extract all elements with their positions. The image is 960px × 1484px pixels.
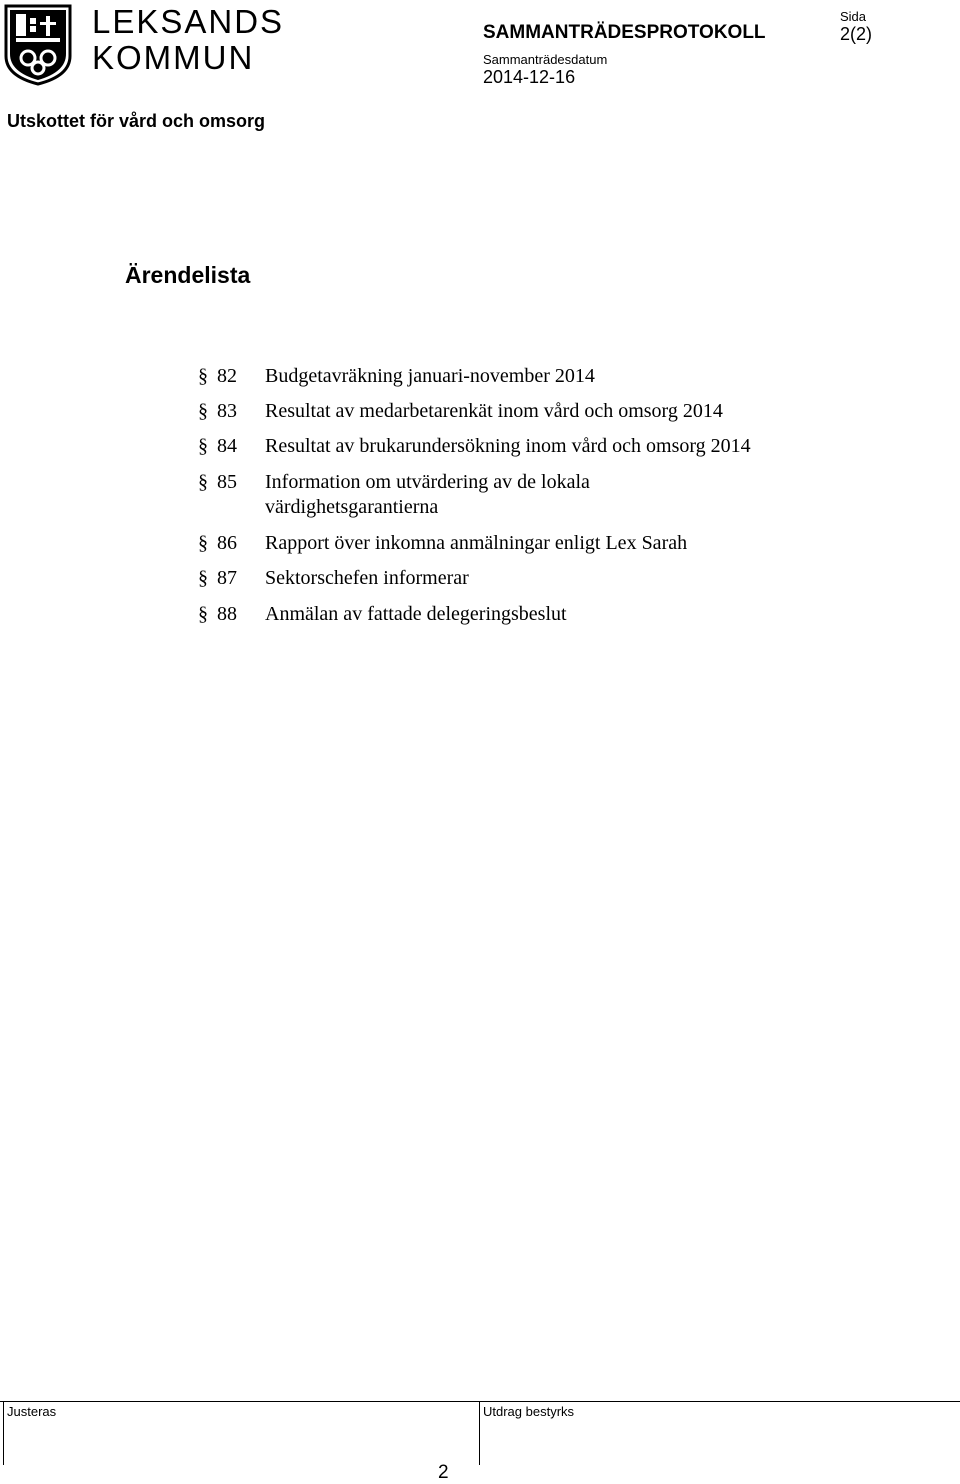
agenda-item-number: 82 bbox=[217, 365, 237, 387]
section-sign: § bbox=[198, 400, 208, 422]
agenda-item-text: Resultat av medarbetarenkät inom vård och omsorg 2014 bbox=[265, 400, 723, 422]
agenda-item-number: 86 bbox=[217, 532, 237, 554]
agenda-item-text: Anmälan av fattade delegeringsbeslut bbox=[265, 603, 567, 625]
page-label: Sida bbox=[840, 9, 867, 24]
municipality-name-logo bbox=[92, 4, 284, 76]
meeting-date-label: Sammanträdesdatum bbox=[483, 52, 608, 67]
footer-left-border bbox=[3, 1401, 4, 1465]
agenda-item-number: 87 bbox=[217, 567, 237, 589]
utdrag-bestyrks-label: Utdrag bestyrks bbox=[483, 1404, 575, 1419]
document-type: SAMMANTRÄDESPROTOKOLL bbox=[483, 22, 766, 43]
agenda-title: Ärendelista bbox=[125, 262, 251, 288]
meeting-date-value: 2014-12-16 bbox=[483, 67, 576, 87]
section-sign: § bbox=[198, 603, 208, 625]
page-number: 2 bbox=[438, 1462, 449, 1483]
section-sign: § bbox=[198, 532, 208, 554]
agenda-item-text: Budgetavräkning januari-november 2014 bbox=[265, 365, 595, 387]
footer-divider bbox=[0, 1401, 960, 1402]
agenda-item-text: Sektorschefen informerar bbox=[265, 567, 469, 589]
agenda-item-text: Rapport över inkomna anmälningar enligt Lex Sarah bbox=[265, 532, 688, 554]
agenda-item-text: Resultat av brukarundersökning inom vård och omsorg 2014 bbox=[265, 435, 751, 457]
justeras-label: Justeras bbox=[7, 1404, 57, 1419]
section-sign: § bbox=[198, 365, 208, 387]
footer-middle-border bbox=[479, 1401, 480, 1465]
municipality-crest-logo bbox=[4, 4, 72, 86]
logo-line-1: LEKSANDS bbox=[92, 3, 285, 40]
logo-line-2: KOMMUN bbox=[92, 39, 255, 76]
section-sign: § bbox=[198, 471, 208, 493]
agenda-item-number: 88 bbox=[217, 603, 237, 625]
agenda-item-number: 85 bbox=[217, 471, 237, 493]
committee-name: Utskottet för vård och omsorg bbox=[7, 111, 266, 131]
agenda-item-text: Information om utvärdering av de lokala värdighetsgarantierna bbox=[265, 471, 590, 518]
section-sign: § bbox=[198, 567, 208, 589]
page-value: 2(2) bbox=[840, 24, 873, 44]
section-sign: § bbox=[198, 435, 208, 457]
agenda-item-number: 83 bbox=[217, 400, 237, 422]
agenda-item-number: 84 bbox=[217, 435, 237, 457]
